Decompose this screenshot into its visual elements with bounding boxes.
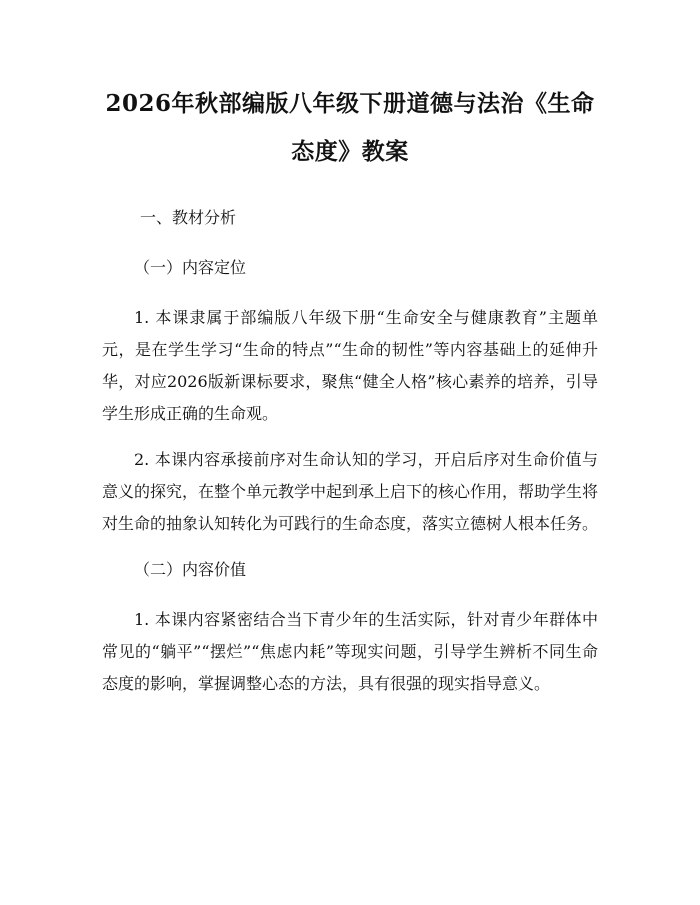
- paragraph: 1. 本课隶属于部编版八年级下册“生命安全与健康教育”主题单元，是在学生学习“生命的特点”“生命的韧性”等内容基础上的延伸升华，对应2026版新课标要求，聚焦“健全人格”核心素养的培养，引导学生形成正确的生命观。: [102, 308, 598, 423]
- paragraph: 1. 本课内容紧密结合当下青少年的生活实际，针对青少年群体中常见的“躺平”“摆烂”“焦虑内耗”等现实问题，引导学生辨析不同生命态度的影响，掌握调整心态的方法，具有很强的现实指导意义。: [102, 610, 598, 693]
- document-title: 2026年秋部编版八年级下册道德与法治《生命态度》教案: [105, 90, 595, 165]
- subsection-heading: （二）内容价值: [134, 560, 247, 579]
- subsection-heading: （一）内容定位: [134, 258, 247, 277]
- paragraph: 2. 本课内容承接前序对生命认知的学习，开启后序对生命价值与意义的探究，在整个单元教学中起到承上启下的核心作用，帮助学生将对生命的抽象认知转化为可践行的生命态度，落实立德树人根本任务。: [102, 450, 599, 533]
- section-heading: 一、教材分析: [140, 208, 237, 227]
